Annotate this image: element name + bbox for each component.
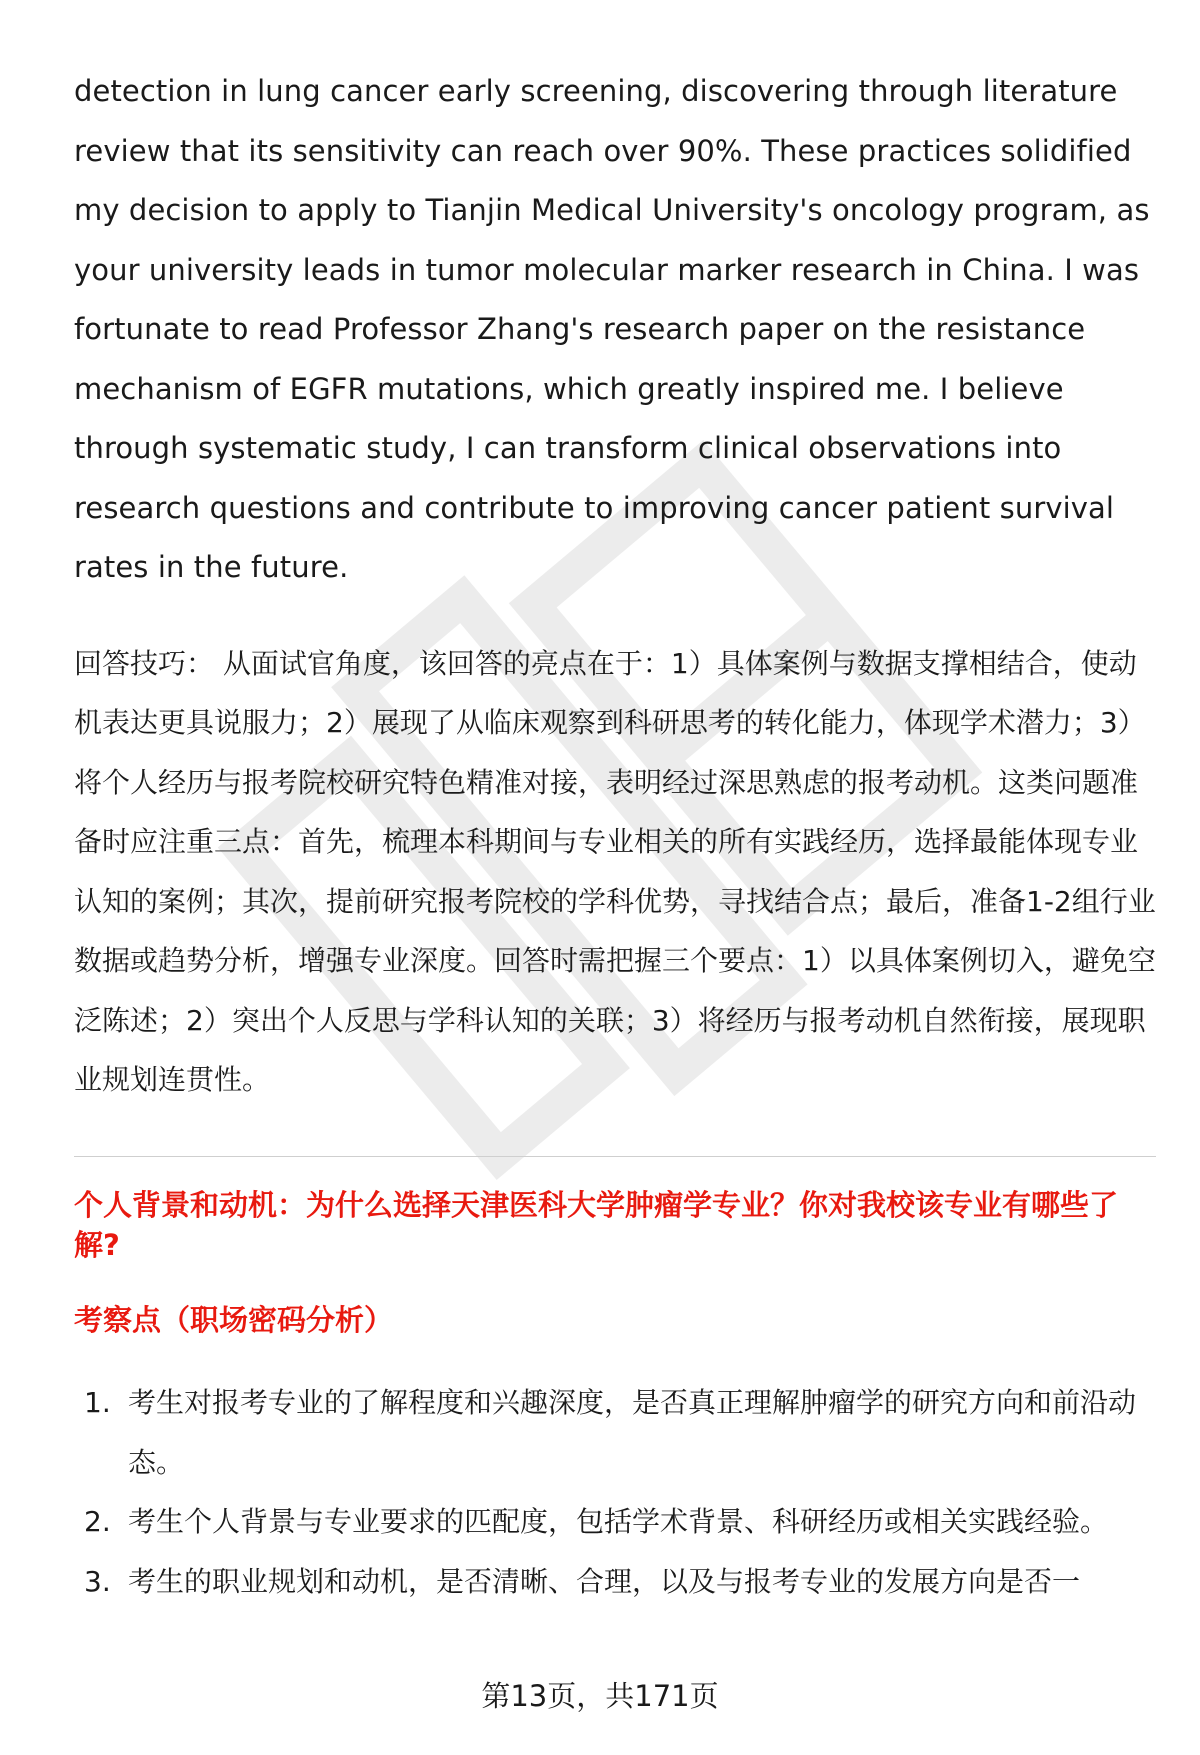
- analysis-section-title: 考察点（职场密码分析）: [74, 1303, 394, 1337]
- section-divider: [74, 1156, 1156, 1157]
- list-item-text: 考生个人背景与专业要求的匹配度，包括学术背景、科研经历或相关实践经验。: [128, 1505, 1109, 1538]
- list-item: [74, 1552, 1156, 1612]
- english-answer-paragraph: detection in lung cancer early screening, discovering through literature review that its sensitivity can reach over 90%. These practices solidified my decision to apply to Tianjin Medical University's oncology program, as your university leads in tumor molecular marker research in China. I was fortunate to read Professor Zhang's research paper on the resistance mechanism of EGFR mutations, which greatly inspired me. I believe through systematic study, I can transform clinical observations into research questions and contribute to improving cancer patient survival rates in the future.: [74, 74, 1150, 584]
- list-item: [74, 1373, 1156, 1492]
- page-indicator: 第13页，共171页: [481, 1679, 719, 1713]
- list-item: [74, 1492, 1156, 1552]
- interview-question-heading: 个人背景和动机：为什么选择天津医科大学肿瘤学专业？你对我校该专业有哪些了解?: [74, 1188, 1119, 1262]
- list-item-text: 考生的职业规划和动机，是否清晰、合理，以及与报考专业的发展方向是否一: [128, 1564, 1081, 1598]
- answer-tips-paragraph: 回答技巧： 从面试官角度，该回答的亮点在于：1）具体案例与数据支撑相结合，使动机表达更具说服力；2）展现了从临床观察到科研思考的转化能力，体现学术潜力；3）将个人经历与报考院校研究特色精准对接，表明经过深思熟虑的报考动机。这类问题准备时应注重三点：首先，梳理本科期间与专业相关的所有实践经历，选择最能体现专业认知的案例；其次，提前研究报考院校的学科优势，寻找结合点；最后，准备1-2组行业数据或趋势分析，增强专业深度。回答时需把握三个要点：1）以具体案例切入，避免空泛陈述；2）突出个人反思与学科认知的关联；3）将经历与报考动机自然衔接，展现职业规划连贯性。: [74, 646, 1156, 1096]
- list-item-number: 2.: [84, 1505, 111, 1538]
- list-item-number: 3.: [84, 1564, 111, 1598]
- analysis-points-list: [74, 1373, 1156, 1611]
- list-item-number: 1.: [84, 1386, 111, 1419]
- list-item-text: 考生对报考专业的了解程度和兴趣深度，是否真正理解肿瘤学的研究方向和前沿动态。: [128, 1386, 1137, 1479]
- document-body: [74, 62, 1156, 1110]
